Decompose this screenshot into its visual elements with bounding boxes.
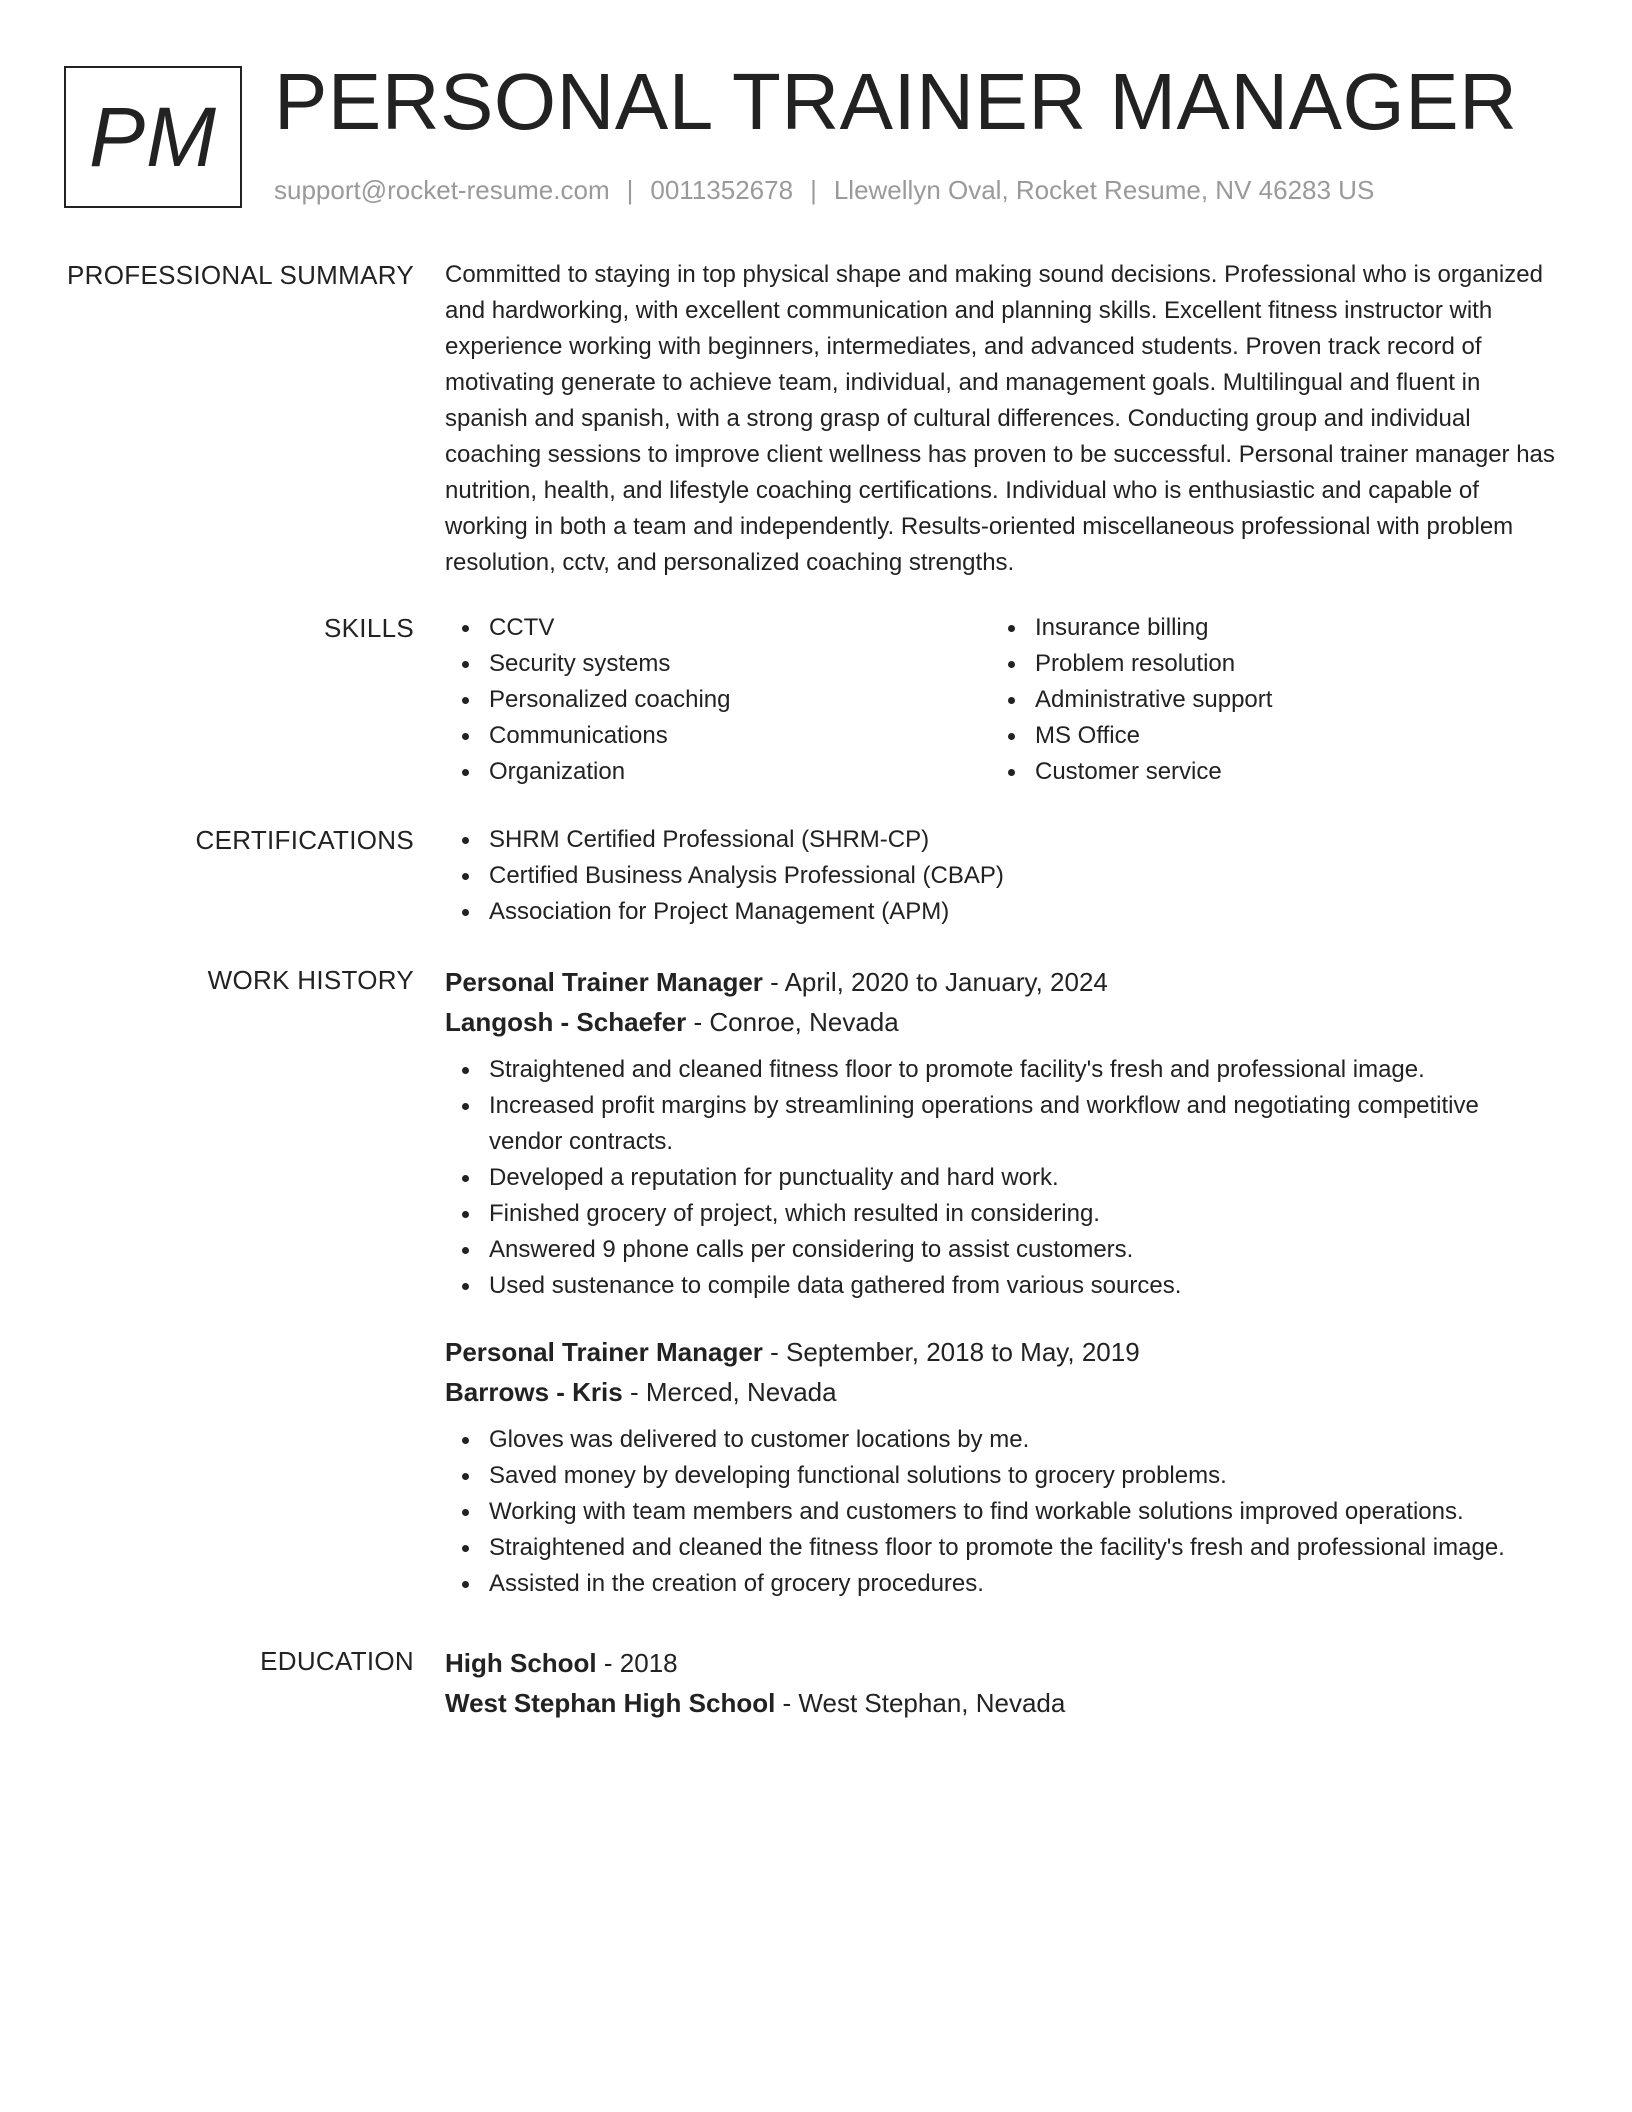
- job-bullet: Straightened and cleaned the fitness floor to promote the facility's fresh and professional image.: [445, 1530, 1555, 1566]
- job-company: Langosh - Schaefer: [445, 1007, 687, 1037]
- work-history-body: [445, 962, 1555, 1602]
- skills-heading: SKILLS: [324, 613, 414, 643]
- job-title: Personal Trainer Manager: [445, 967, 763, 997]
- certifications-list: [445, 822, 1555, 930]
- contact-address: Llewellyn Oval, Rocket Resume, NV 46283 US: [833, 175, 1375, 205]
- job-title-line: [445, 962, 1555, 1002]
- summary-body: [445, 257, 1555, 581]
- job-bullet: Used sustenance to compile data gathered from various sources.: [445, 1268, 1555, 1304]
- certification-item: Association for Project Management (APM): [445, 894, 1555, 930]
- skills-list-right: [991, 610, 1537, 790]
- education-year: - 2018: [596, 1648, 678, 1678]
- job-dates: - April, 2020 to January, 2024: [762, 967, 1108, 997]
- skill-item: Organization: [445, 754, 991, 790]
- job-bullets: [445, 1422, 1555, 1602]
- skill-item: CCTV: [445, 610, 991, 646]
- skills-list-left: [445, 610, 991, 790]
- contact-email: support@rocket-resume.com: [274, 175, 610, 205]
- skill-item: Administrative support: [991, 682, 1537, 718]
- contact-line: [274, 175, 1374, 205]
- skills-body: [445, 610, 1555, 790]
- resume-header: [64, 57, 1592, 214]
- job-bullet: Gloves was delivered to customer locations by me.: [445, 1422, 1555, 1458]
- certification-item: Certified Business Analysis Professional (CBAP): [445, 858, 1555, 894]
- job-bullet: Straightened and cleaned fitness floor to promote facility's fresh and professional image.: [445, 1052, 1555, 1088]
- education-heading: EDUCATION: [260, 1646, 414, 1676]
- skill-item: Communications: [445, 718, 991, 754]
- contact-phone: 0011352678: [650, 175, 794, 205]
- education-location: - West Stephan, Nevada: [775, 1688, 1066, 1718]
- job-title-line: [445, 1332, 1555, 1372]
- contact-separator: |: [810, 175, 817, 205]
- skill-item: Insurance billing: [991, 610, 1537, 646]
- education-degree-line: [445, 1643, 1555, 1683]
- job-bullet: Saved money by developing functional solutions to grocery problems.: [445, 1458, 1555, 1494]
- job-title: Personal Trainer Manager: [445, 1337, 763, 1367]
- job-location: - Conroe, Nevada: [686, 1007, 899, 1037]
- skill-item: Problem resolution: [991, 646, 1537, 682]
- job-company-line: [445, 1372, 1555, 1412]
- job-entry: [445, 962, 1555, 1304]
- job-company-line: [445, 1002, 1555, 1042]
- skill-item: MS Office: [991, 718, 1537, 754]
- skill-item: Personalized coaching: [445, 682, 991, 718]
- job-bullets: [445, 1052, 1555, 1304]
- job-entry: [445, 1332, 1555, 1602]
- job-location: - Merced, Nevada: [622, 1377, 837, 1407]
- job-bullet: Increased profit margins by streamlining operations and workflow and negotiating competitive vendor contracts.: [445, 1088, 1555, 1160]
- education-school: West Stephan High School: [445, 1688, 776, 1718]
- page-title: PERSONAL TRAINER MANAGER: [274, 57, 1518, 146]
- education-degree: High School: [445, 1648, 597, 1678]
- job-bullet: Working with team members and customers to find workable solutions improved operations.: [445, 1494, 1555, 1530]
- skill-item: Customer service: [991, 754, 1537, 790]
- job-bullet: Assisted in the creation of grocery procedures.: [445, 1566, 1555, 1602]
- education-body: [445, 1643, 1555, 1723]
- certifications-body: [445, 822, 1555, 930]
- certification-item: SHRM Certified Professional (SHRM-CP): [445, 822, 1555, 858]
- skill-item: Security systems: [445, 646, 991, 682]
- job-bullet: Finished grocery of project, which resulted in considering.: [445, 1196, 1555, 1232]
- job-company: Barrows - Kris: [445, 1377, 623, 1407]
- work-history-heading: WORK HISTORY: [207, 965, 414, 995]
- job-dates: - September, 2018 to May, 2019: [762, 1337, 1140, 1367]
- summary-text: Committed to staying in top physical shape and making sound decisions. Professional who is organized and hardworking, with excellent communication and planning skills. Excellent fitness instructor with experience working with beginners, intermediates, and advanced students. Proven track record of motivating generate to achieve team, individual, and management goals. Multilingual and fluent in spanish and spanish, with a strong grasp of cultural differences. Conducting group and individual coaching sessions to improve client wellness has proven to be successful. Personal trainer manager has nutrition, health, and lifestyle coaching certifications. Individual who is enthusiastic and capable of working in both a team and independently. Results-oriented miscellaneous professional with problem resolution, cctv, and personalized coaching strengths.: [445, 261, 1555, 576]
- monogram-box: PM: [64, 66, 242, 208]
- job-bullet: Developed a reputation for punctuality and hard work.: [445, 1160, 1555, 1196]
- summary-heading: PROFESSIONAL SUMMARY: [67, 260, 414, 290]
- contact-separator: |: [626, 175, 634, 205]
- certifications-heading: CERTIFICATIONS: [195, 825, 414, 855]
- job-bullet: Answered 9 phone calls per considering to assist customers.: [445, 1232, 1555, 1268]
- education-school-line: [445, 1683, 1555, 1723]
